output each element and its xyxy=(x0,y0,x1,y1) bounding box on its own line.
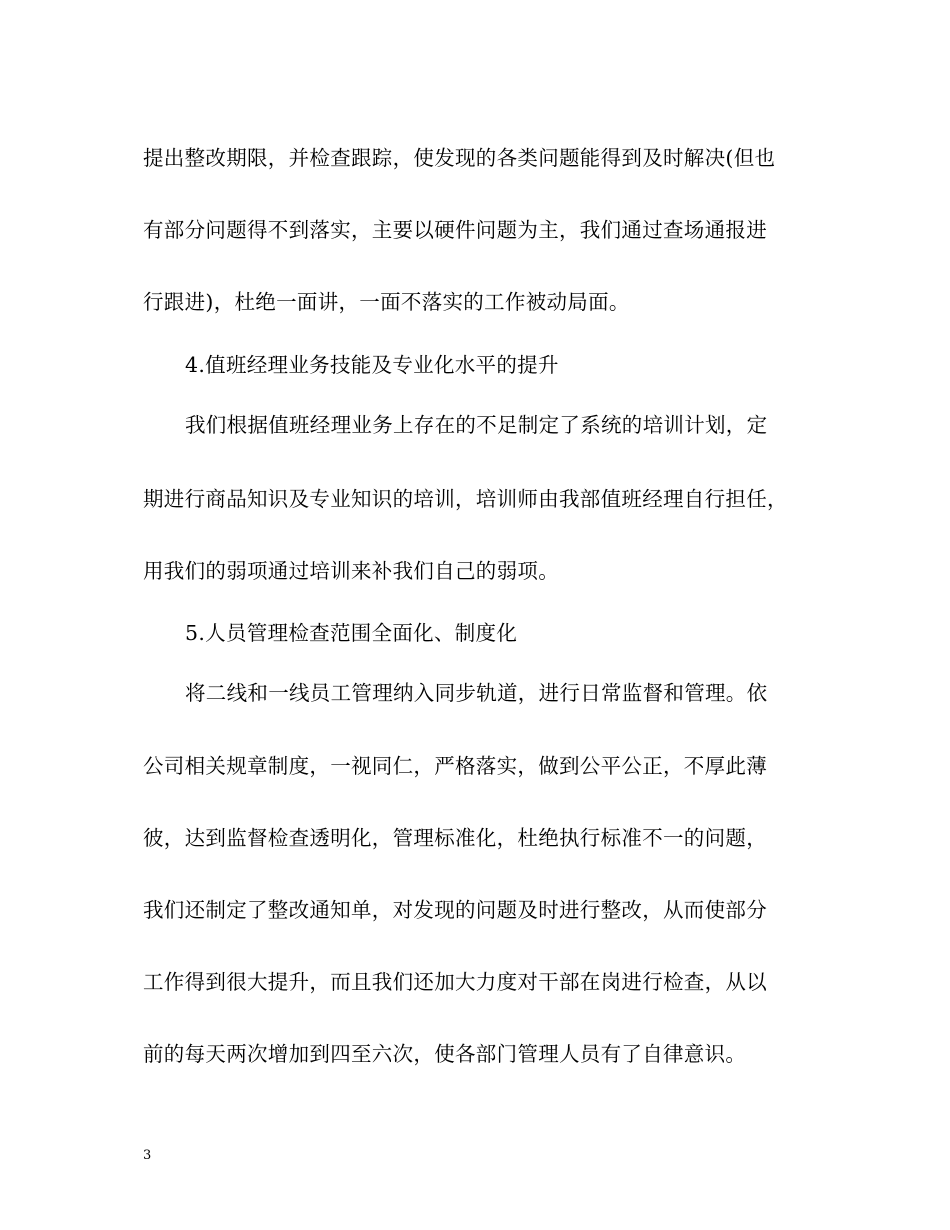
section-heading-4: 4.值班经理业务技能及专业化水平的提升 xyxy=(185,353,559,377)
page-number: 3 xyxy=(143,1148,152,1163)
paragraph-line: 行跟进)，杜绝一面讲，一面不落实的工作被动局面。 xyxy=(143,290,630,314)
paragraph-line: 公司相关规章制度，一视同仁，严格落实，做到公平公正，不厚此薄 xyxy=(143,754,767,778)
paragraph-line: 我们还制定了整改通知单，对发现的问题及时进行整改，从而使部分 xyxy=(143,898,767,922)
paragraph-line: 用我们的弱项通过培训来补我们自己的弱项。 xyxy=(143,559,559,583)
paragraph-line: 期进行商品知识及专业知识的培训，培训师由我部值班经理自行担任， xyxy=(143,487,788,511)
paragraph-line: 有部分问题得不到落实，主要以硬件问题为主，我们通过查场通报进 xyxy=(143,218,767,242)
paragraph-line: 前的每天两次增加到四至六次，使各部门管理人员有了自律意识。 xyxy=(143,1042,747,1066)
section-heading-5: 5.人员管理检查范围全面化、制度化 xyxy=(185,621,518,645)
paragraph-line: 提出整改期限，并检查跟踪，使发现的各类问题能得到及时解决(但也 xyxy=(143,146,776,170)
paragraph-line: 彼，达到监督检查透明化，管理标准化，杜绝执行标准不一的问题， xyxy=(143,826,767,850)
paragraph-line: 工作得到很大提升，而且我们还加大力度对干部在岗进行检查，从以 xyxy=(143,970,767,994)
paragraph-line: 将二线和一线员工管理纳入同步轨道，进行日常监督和管理。依 xyxy=(185,681,768,705)
paragraph-line: 我们根据值班经理业务上存在的不足制定了系统的培训计划，定 xyxy=(185,413,768,437)
